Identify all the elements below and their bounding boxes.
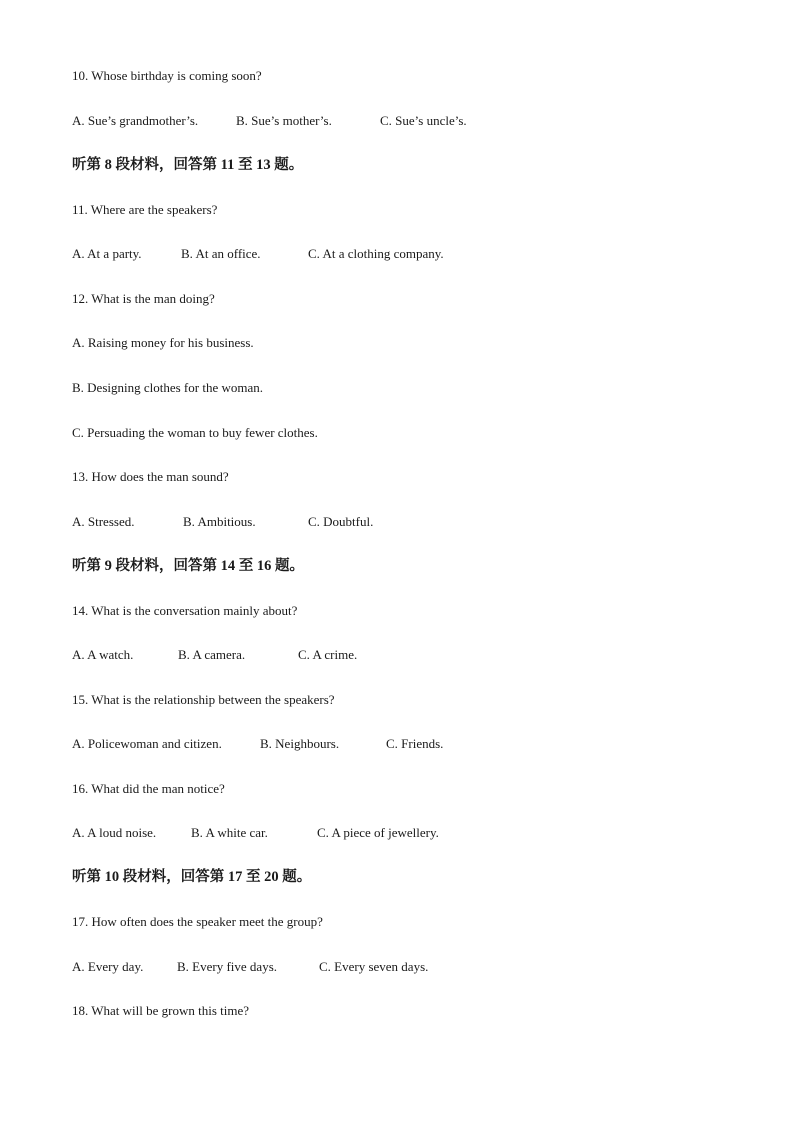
q10-option-c: C. Sue’s uncle’s. bbox=[380, 113, 467, 128]
q17-option-c: C. Every seven days. bbox=[319, 959, 429, 974]
q12-option-a: A. Raising money for his business. bbox=[72, 335, 254, 350]
q12-option-b: B. Designing clothes for the woman. bbox=[72, 380, 263, 395]
question-14: 14. What is the conversation mainly about? bbox=[72, 603, 298, 618]
q11-option-a: A. At a party. bbox=[72, 246, 142, 261]
q10-option-b: B. Sue’s mother’s. bbox=[236, 113, 332, 128]
q17-option-b: B. Every five days. bbox=[177, 959, 278, 974]
q16-option-b: B. A white car. bbox=[191, 825, 268, 840]
q12-option-c: C. Persuading the woman to buy fewer clothes. bbox=[72, 425, 318, 440]
q15-option-a: A. Policewoman and citizen. bbox=[72, 736, 222, 751]
question-18: 18. What will be grown this time? bbox=[72, 1003, 250, 1018]
q15-option-b: B. Neighbours. bbox=[260, 736, 340, 751]
question-15: 15. What is the relationship between the speakers? bbox=[72, 692, 335, 707]
q13-option-b: B. Ambitious. bbox=[183, 514, 256, 529]
question-16: 16. What did the man notice? bbox=[72, 781, 225, 796]
section-9-heading: 听第 9 段材料，回答第 14 至 16 题。 bbox=[72, 558, 304, 574]
q14-option-a: A. A watch. bbox=[72, 647, 134, 662]
q11-option-c: C. At a clothing company. bbox=[308, 246, 444, 261]
section-10-heading: 听第 10 段材料，回答第 17 至 20 题。 bbox=[72, 869, 312, 885]
q11-option-b: B. At an office. bbox=[181, 246, 261, 261]
q13-option-c: C. Doubtful. bbox=[308, 514, 374, 529]
q16-option-c: C. A piece of jewellery. bbox=[317, 825, 439, 840]
q14-option-c: C. A crime. bbox=[298, 647, 358, 662]
q13-option-a: A. Stressed. bbox=[72, 514, 135, 529]
question-11: 11. Where are the speakers? bbox=[72, 202, 218, 217]
q14-option-b: B. A camera. bbox=[178, 647, 246, 662]
question-17: 17. How often does the speaker meet the group? bbox=[72, 914, 323, 929]
q15-option-c: C. Friends. bbox=[386, 736, 444, 751]
question-12: 12. What is the man doing? bbox=[72, 291, 215, 306]
question-13: 13. How does the man sound? bbox=[72, 469, 229, 484]
q16-option-a: A. A loud noise. bbox=[72, 825, 157, 840]
q10-option-a: A. Sue’s grandmother’s. bbox=[72, 113, 199, 128]
section-8-heading: 听第 8 段材料，回答第 11 至 13 题。 bbox=[72, 157, 304, 173]
question-10: 10. Whose birthday is coming soon? bbox=[72, 68, 262, 83]
q17-option-a: A. Every day. bbox=[72, 959, 144, 974]
